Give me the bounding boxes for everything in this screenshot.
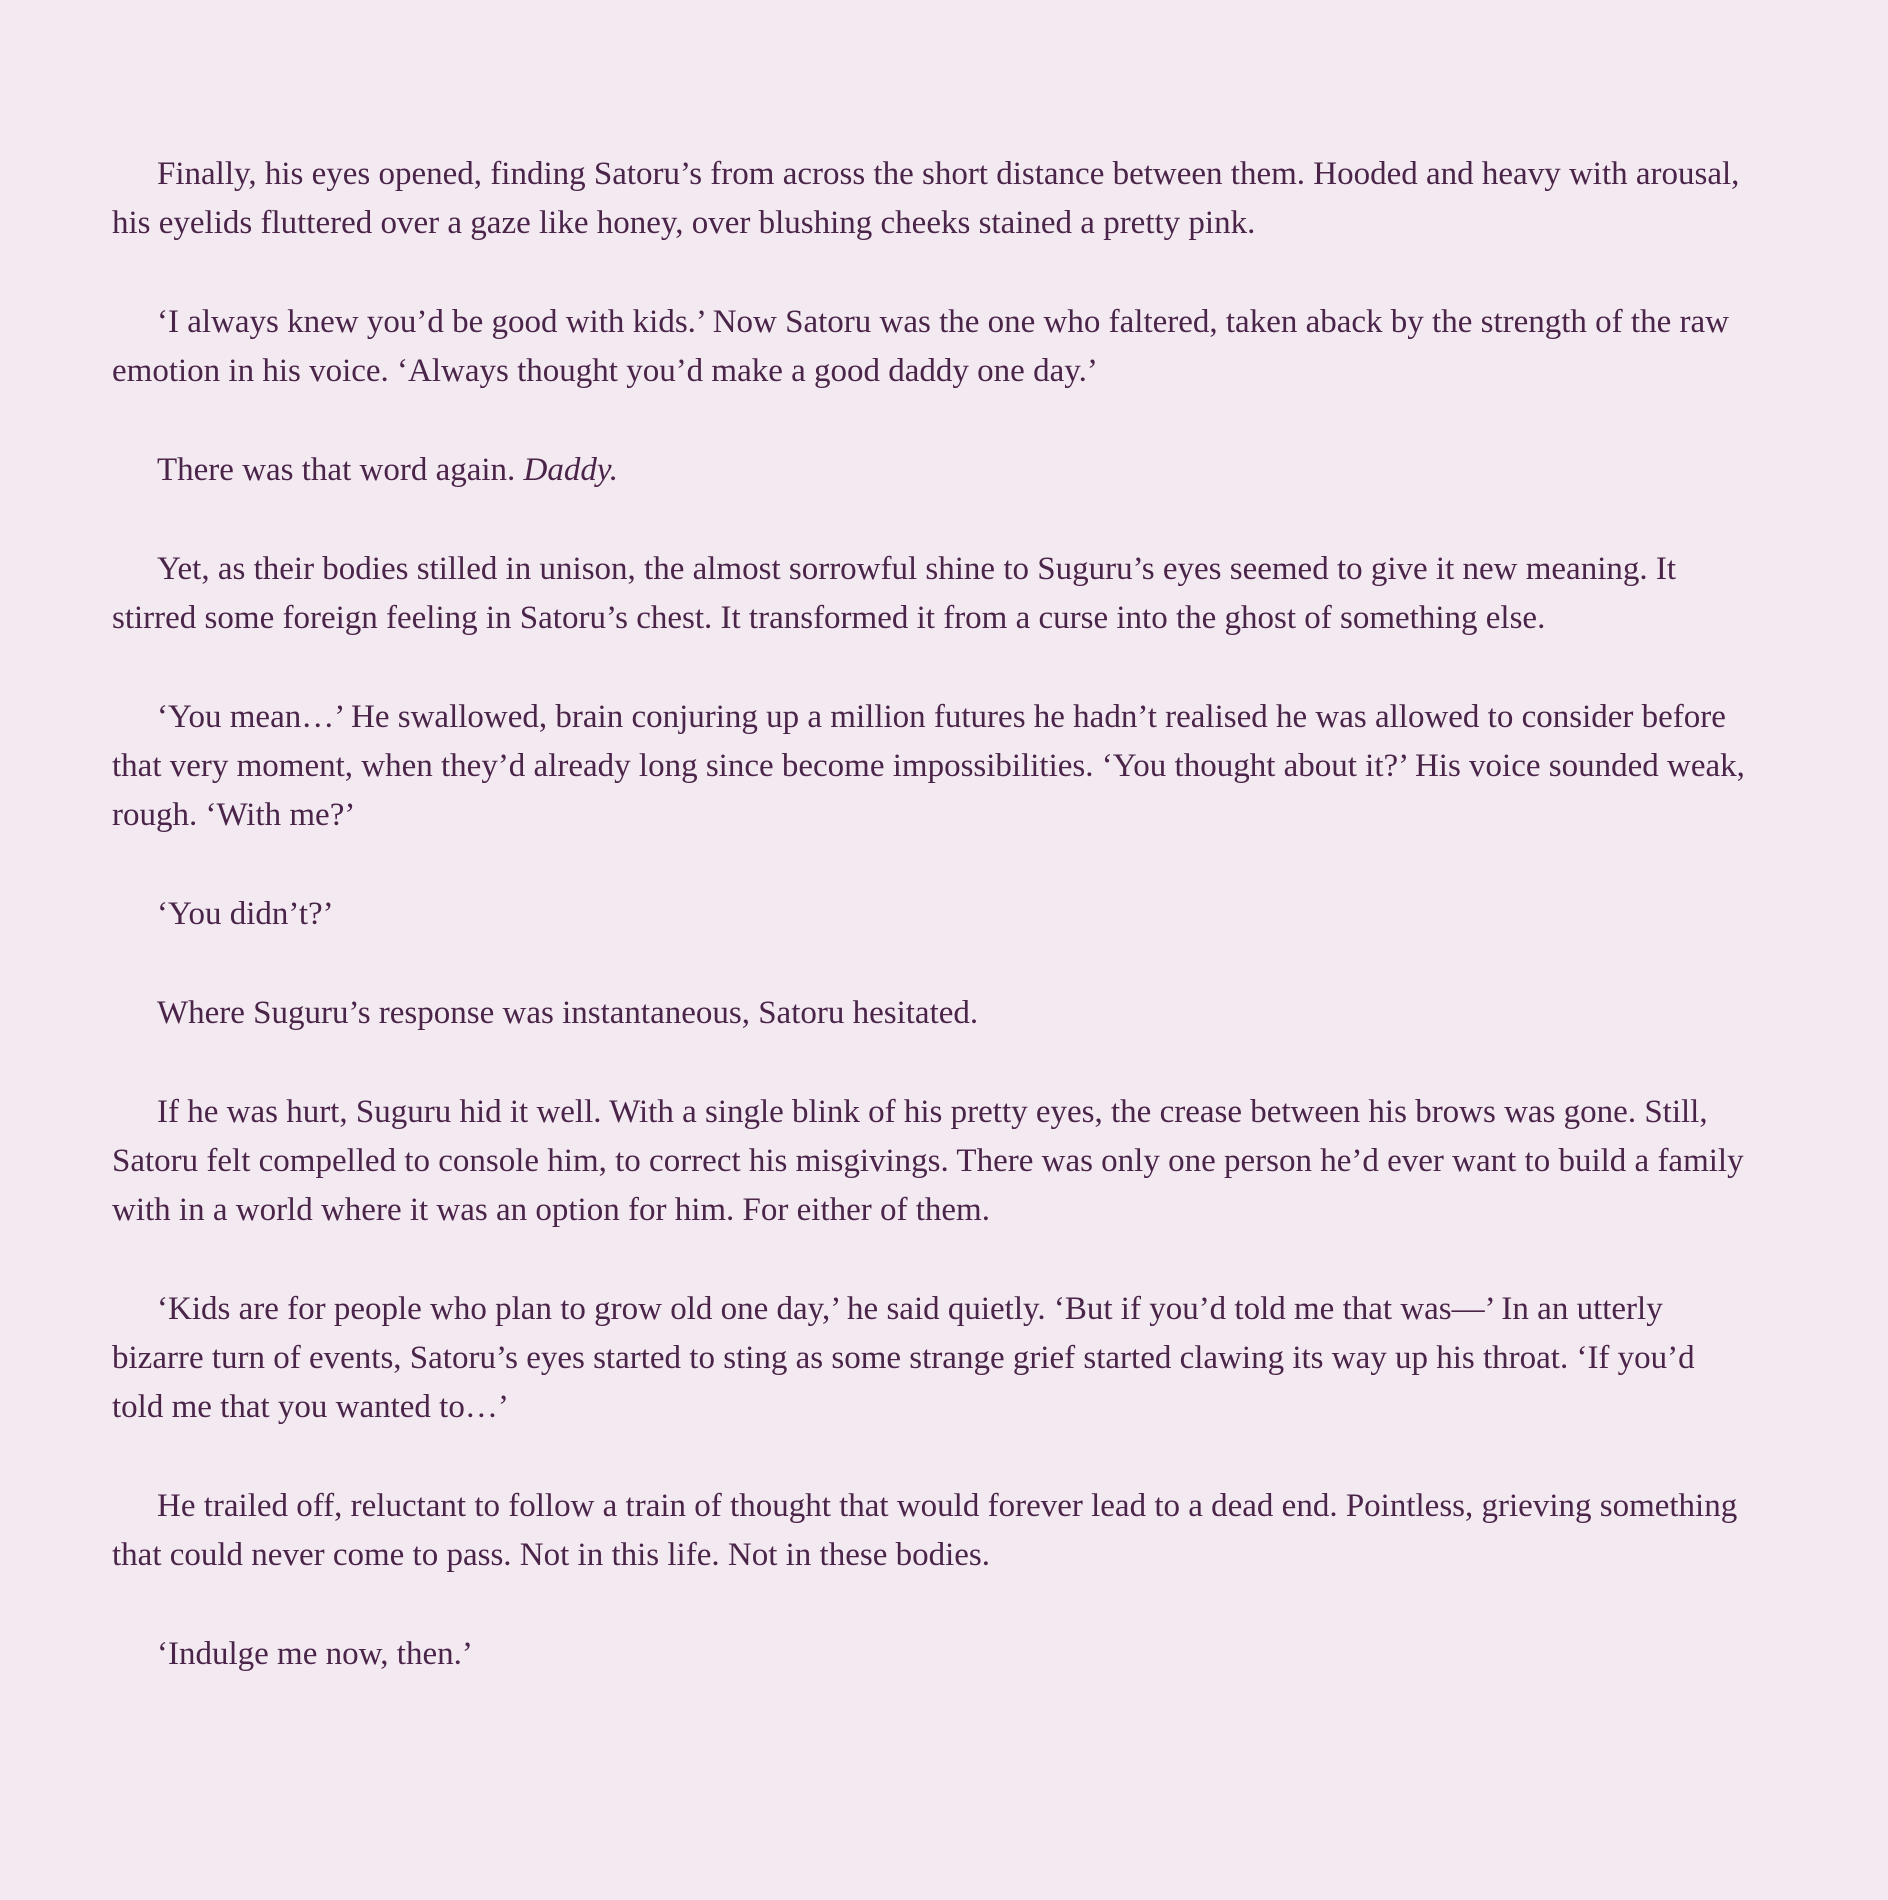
paragraph-text: There was that word again. (157, 452, 524, 488)
paragraph: If he was hurt, Suguru hid it well. With a single blink of his pretty eyes, the crease between his brows was gone. Still, Satoru felt compelled to console him, to correct his misgivings. There was only one person he’d ever want to build a family with in a world where it was an option for him. For either of them. (112, 1094, 1744, 1228)
emphasis-text: Daddy. (523, 452, 618, 488)
paragraph (112, 446, 1752, 495)
paragraph: ‘You didn’t?’ (157, 896, 334, 932)
paragraph: ‘I always knew you’d be good with kids.’ Now Satoru was the one who faltered, taken aback by the strength of the raw emotion in his voice. ‘Always thought you’d make a good daddy one day.’ (112, 304, 1729, 389)
paragraph: ‘Kids are for people who plan to grow old one day,’ he said quietly. ‘But if you’d told me that was—’ In an utterly bizarre turn of events, Satoru’s eyes started to sting as some strange grief started clawing its way up his throat. ‘If you’d told me that you wanted to…’ (112, 1291, 1695, 1425)
paragraph: ‘Indulge me now, then.’ (157, 1636, 473, 1672)
paragraph: He trailed off, reluctant to follow a train of thought that would forever lead to a dead end. Pointless, grieving something that could never come to pass. Not in this life. Not in these bodies. (112, 1488, 1738, 1573)
paragraph: Yet, as their bodies stilled in unison, the almost sorrowful shine to Suguru’s eyes seemed to give it new meaning. It stirred some foreign feeling in Satoru’s chest. It transformed it from a curse into the ghost of something else. (112, 551, 1677, 636)
paragraph: Finally, his eyes opened, finding Satoru’s from across the short distance between them. Hooded and heavy with arousal, his eyelids fluttered over a gaze like honey, over blushing cheeks stained a pretty pink. (112, 156, 1740, 241)
paragraph: Where Suguru’s response was instantaneous, Satoru hesitated. (157, 995, 979, 1031)
reader-page (112, 150, 1752, 1679)
paragraph: ‘You mean…’ He swallowed, brain conjuring up a million futures he hadn’t realised he was allowed to consider before that very moment, when they’d already long since become impossibilities. ‘You thought about it?’ His voice sounded weak, rough. ‘With me?’ (112, 699, 1745, 833)
